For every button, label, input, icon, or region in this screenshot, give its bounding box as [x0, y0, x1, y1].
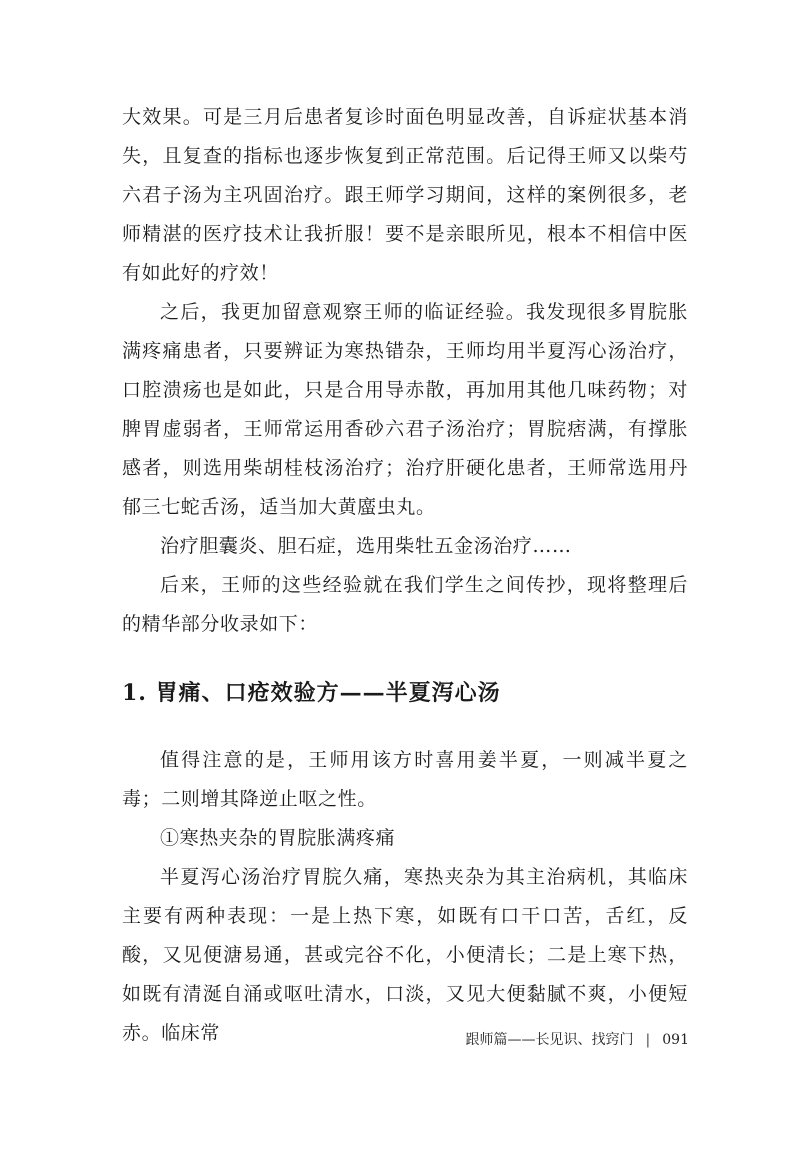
- text-block-bottom: [122, 741, 688, 1053]
- running-title: 跟师篇——长见识、找窍门: [465, 1032, 634, 1048]
- subheading: ①寒热夹杂的胃脘胀满疼痛: [160, 827, 396, 849]
- section-heading: 1. 胃痛、口疮效验方——半夏泻心汤: [122, 680, 501, 706]
- paragraph: 之后，我更加留意观察王师的临证经验。我发现很多胃脘胀满疼痛患者，只要辨证为寒热错杂，王师均用半夏泻心汤治疗，口腔溃疡也是如此，只是合用导赤散，再加用其他几味药物；对脾胃虚弱者，王师常运用香砂六君子汤治疗；胃脘痞满，有撑胀感者，则选用柴胡桂枝汤治疗；治疗肝硬化患者，王师常选用丹郁三七蛇舌汤，适当加大黄䗪虫丸。: [122, 301, 688, 518]
- paragraph: 治疗胆囊炎、胆石症，选用柴牡五金汤治疗……: [160, 535, 572, 557]
- paragraph: 半夏泻心汤治疗胃脘久痛，寒热夹杂为其主治病机，其临床主要有两种表现：一是上热下寒，如既有口干口苦，舌红，反酸，又见便溏易通，甚或完谷不化，小便清长；二是上寒下热，如既有清涎自涌或呕吐清水，口淡，又见大便黏腻不爽，小便短赤。临床常: [122, 866, 688, 1044]
- paragraph-continued: 大效果。可是三月后患者复诊时面色明显改善，自诉症状基本消失，且复查的指标也逐步恢复到正常范围。后记得王师又以柴芍六君子汤为主巩固治疗。跟王师学习期间，这样的案例很多，老师精湛的医疗技术让我折服！要不是亲眼所见，根本不相信中医有如此好的疗效！: [122, 106, 688, 284]
- page-number: 091: [662, 1032, 689, 1048]
- paragraph: 值得注意的是，王师用该方时喜用姜半夏，一则减半夏之毒；二则增其降逆止呕之性。: [122, 749, 688, 810]
- footer-separator: |: [645, 1032, 651, 1048]
- paragraph: 后来，王师的这些经验就在我们学生之间传抄，现将整理后的精华部分收录如下：: [122, 574, 688, 635]
- page-footer: [466, 1030, 689, 1050]
- text-block-top: [122, 98, 688, 644]
